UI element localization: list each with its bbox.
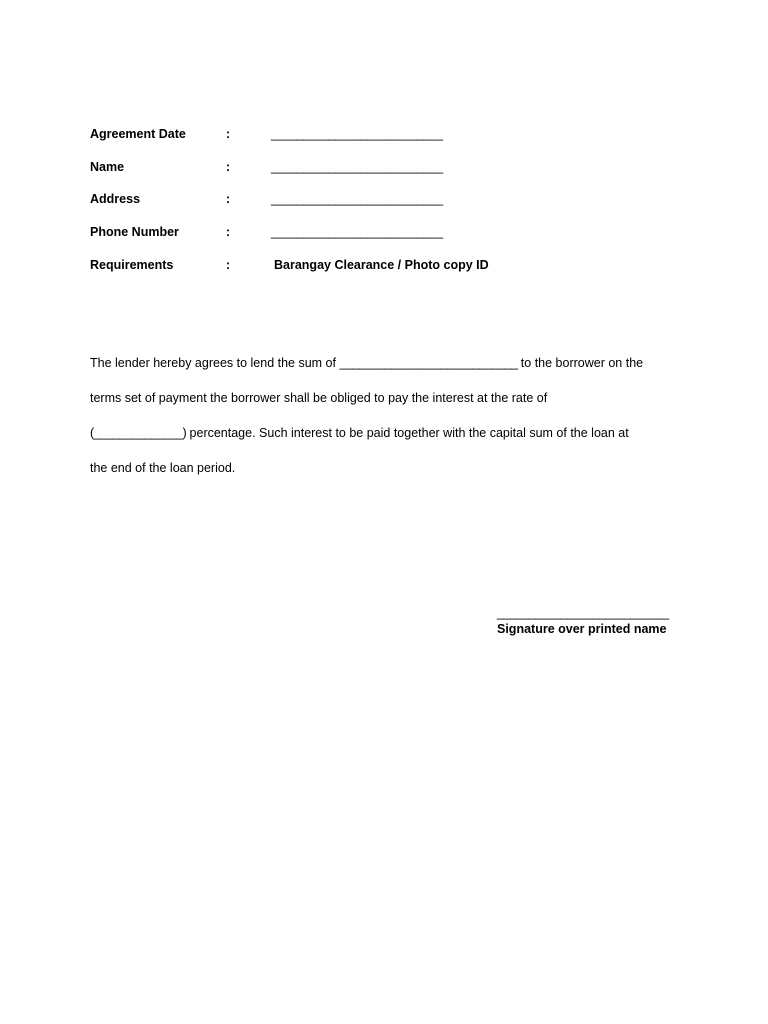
signature-block: [497, 606, 687, 636]
field-phone-number: [90, 225, 650, 245]
field-label: Name: [90, 160, 125, 174]
field-requirements: [90, 258, 650, 278]
agreement-line-3: [90, 426, 670, 440]
address-blank: ___________________________: [271, 192, 443, 206]
agreement-line-2: [90, 391, 670, 405]
agreement-text: The lender hereby agrees to lend the sum of: [90, 356, 340, 370]
field-name: [90, 160, 650, 180]
field-colon: :: [226, 192, 231, 206]
field-colon: :: [226, 127, 231, 141]
field-label: Phone Number: [90, 225, 179, 239]
loan-sum-blank: ____________________________: [339, 356, 518, 370]
signature-line: ___________________________: [497, 606, 669, 620]
field-colon: :: [226, 258, 231, 272]
interest-rate-blank: (______________): [90, 426, 187, 440]
signature-caption: Signature over printed name: [497, 622, 667, 636]
field-address: [90, 192, 650, 212]
name-blank: ___________________________: [271, 160, 443, 174]
field-label: Requirements: [90, 258, 174, 272]
field-colon: :: [226, 160, 231, 174]
agreement-text: the end of the loan period.: [90, 461, 236, 475]
agreement-date-blank: ___________________________: [271, 127, 443, 141]
field-label: Address: [90, 192, 141, 206]
agreement-line-4: [90, 461, 670, 475]
agreement-line-1: [90, 356, 670, 370]
field-colon: :: [226, 225, 231, 239]
phone-number-blank: ___________________________: [271, 225, 443, 239]
agreement-text: percentage. Such interest to be paid together with the capital sum of the loan at: [186, 426, 629, 440]
agreement-text: terms set of payment the borrower shall be obliged to pay the interest at the rate of: [90, 391, 548, 405]
field-label: Agreement Date: [90, 127, 186, 141]
agreement-text: to the borrower on the: [517, 356, 644, 370]
requirements-value: Barangay Clearance / Photo copy ID: [274, 258, 489, 272]
field-agreement-date: [90, 127, 650, 147]
